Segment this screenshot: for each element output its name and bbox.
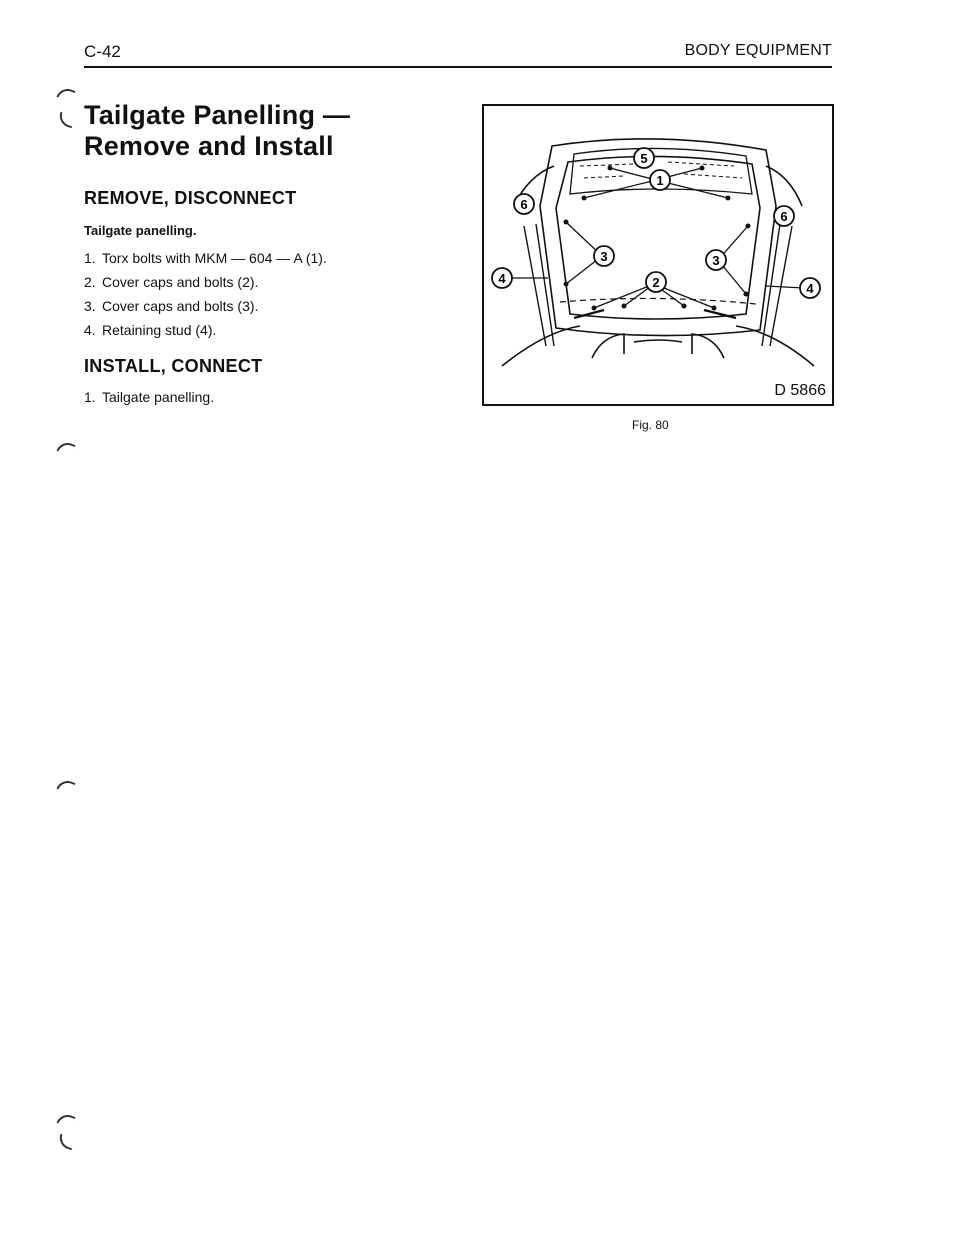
remove-heading: REMOVE, DISCONNECT — [84, 188, 297, 208]
callout-2 — [646, 272, 666, 292]
lower-panel-edge — [560, 298, 756, 304]
list-item — [84, 296, 444, 316]
callout-3-right — [706, 250, 726, 270]
remove-lead: Tailgate panelling. — [84, 223, 197, 238]
list-item — [84, 387, 444, 407]
page-title-line-2: Remove and Install — [84, 131, 334, 161]
callout-label: 3 — [712, 253, 720, 268]
margin-mark — [56, 112, 75, 129]
page-number: C-42 — [84, 42, 121, 61]
list-item — [84, 272, 444, 292]
margin-mark — [56, 86, 75, 103]
install-heading: INSTALL, CONNECT — [84, 356, 263, 376]
margin-mark — [56, 1112, 75, 1129]
figure-code: D 5866 — [774, 382, 826, 399]
step-number: 1. — [84, 250, 96, 266]
callout-label: 1 — [656, 173, 664, 188]
callout-label: 5 — [640, 151, 648, 166]
header-rule — [84, 66, 832, 68]
step-number: 2. — [84, 274, 96, 290]
step-number: 3. — [84, 298, 96, 314]
step-number: 4. — [84, 322, 96, 338]
list-item — [84, 320, 444, 340]
cargo-contours — [592, 334, 724, 358]
margin-mark — [56, 440, 75, 457]
page-header — [84, 42, 832, 68]
left-strut — [524, 224, 554, 346]
tailgate-figure — [482, 104, 834, 406]
instructions-column — [84, 100, 444, 411]
margin-mark — [56, 1134, 75, 1151]
callout-label: 6 — [520, 197, 528, 212]
cargo-center — [634, 340, 682, 342]
callout-label: 4 — [498, 271, 506, 286]
right-hinge-curve — [766, 166, 802, 206]
callout-label: 3 — [600, 249, 608, 264]
callout-label: 4 — [806, 281, 814, 296]
list-item — [84, 248, 444, 268]
step-text: Cover caps and bolts (3). — [102, 298, 259, 314]
step-text: Retaining stud (4). — [102, 322, 217, 338]
callout-label: 6 — [780, 209, 788, 224]
remove-steps — [84, 248, 444, 340]
step-text: Cover caps and bolts (2). — [102, 274, 259, 290]
callout-5 — [634, 148, 654, 168]
tailgate-outline — [540, 139, 776, 336]
floor-lines — [502, 326, 814, 366]
callout-1 — [650, 170, 670, 190]
section-title: BODY EQUIPMENT — [684, 42, 832, 59]
step-text: Tailgate panelling. — [102, 389, 215, 405]
tailgate-diagram — [484, 106, 832, 404]
callout-6-left — [514, 194, 534, 214]
callout-label: 2 — [652, 275, 660, 290]
callout-3-left — [594, 246, 614, 266]
step-number: 1. — [84, 389, 96, 405]
margin-mark — [56, 778, 75, 795]
leader-4-right — [766, 286, 804, 288]
callout-6-right — [774, 206, 794, 226]
install-steps — [84, 387, 444, 407]
callout-4-right — [800, 278, 820, 298]
figure-caption: Fig. 80 — [632, 418, 669, 432]
page-title-line-1: Tailgate Panelling — — [84, 100, 351, 130]
step-text: Torx bolts with MKM — 604 — A (1). — [102, 250, 327, 266]
page-title — [84, 100, 444, 162]
callout-4-left — [492, 268, 512, 288]
